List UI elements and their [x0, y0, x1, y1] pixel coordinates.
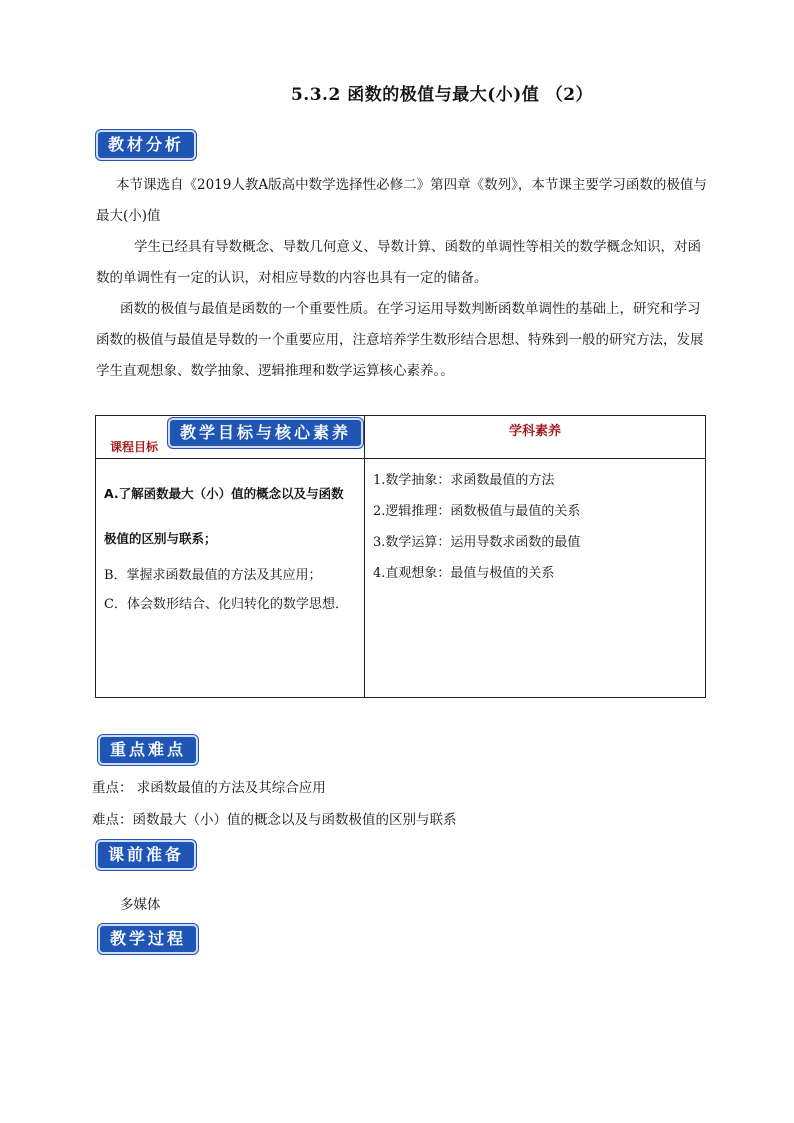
analysis-paragraph-2: 学生已经具有导数概念、导数几何意义、导数计算、函数的单调性等相关的数学概念知识，对函数的单调性有一定的认识，对相应导数的内容也具有一定的储备。	[96, 239, 701, 286]
goal-item-b: B．掌握求函数最值的方法及其应用；	[104, 568, 322, 583]
goals-cell	[96, 459, 365, 698]
goal-item-c: C．体会数形结合、化归转化的数学思想．	[104, 597, 348, 612]
prep-text: 多媒体	[120, 897, 161, 913]
literacy-cell	[365, 459, 706, 698]
literacy-item: 3.数学运算：运用导数求函数的最值	[373, 535, 581, 550]
section-badge-prep: 课前准备	[96, 840, 196, 870]
goals-table	[95, 415, 706, 698]
difficult-point: 难点：函数最大（小）值的概念以及与函数极值的区别与联系	[92, 812, 457, 828]
literacy-item: 2.逻辑推理：函数极值与最值的关系	[373, 504, 581, 519]
analysis-paragraph-1: 本节课选自《2019人教A版高中数学选择性必修二》第四章《数列》，本节课主要学习函数的极值与最大(小)值	[96, 177, 707, 224]
page-title: 5.3.2 函数的极值与最大(小)值 （2）	[290, 85, 594, 105]
goal-item-a: A.了解函数最大（小）值的概念以及与函数极值的区别与联系；	[104, 486, 344, 546]
section-badge-goals: 教学目标与核心素养	[168, 418, 363, 448]
analysis-paragraph-3: 函数的极值与最值是函数的一个重要性质。在学习运用导数判断函数单调性的基础上，研究和学习函数的极值与最值是导数的一个重要应用，注意培养学生数形结合思想、特殊到一般的研究方法，发展学生直观想象、数学抽象、逻辑推理和数学运算核心素养。。	[96, 301, 704, 379]
key-point: 重点： 求函数最值的方法及其综合应用	[92, 780, 326, 796]
literacy-header: 学科素养	[365, 416, 706, 459]
section-badge-analysis: 教材分析	[96, 130, 196, 160]
course-goals-label: 课程目标	[110, 440, 159, 454]
goals-header-cell	[96, 416, 365, 459]
literacy-item: 4.直观想象：最值与极值的关系	[373, 566, 555, 581]
literacy-item: 1.数学抽象：求函数最值的方法	[373, 473, 555, 488]
section-badge-keypoints: 重点难点	[98, 735, 198, 765]
section-badge-process: 教学过程	[98, 924, 198, 954]
